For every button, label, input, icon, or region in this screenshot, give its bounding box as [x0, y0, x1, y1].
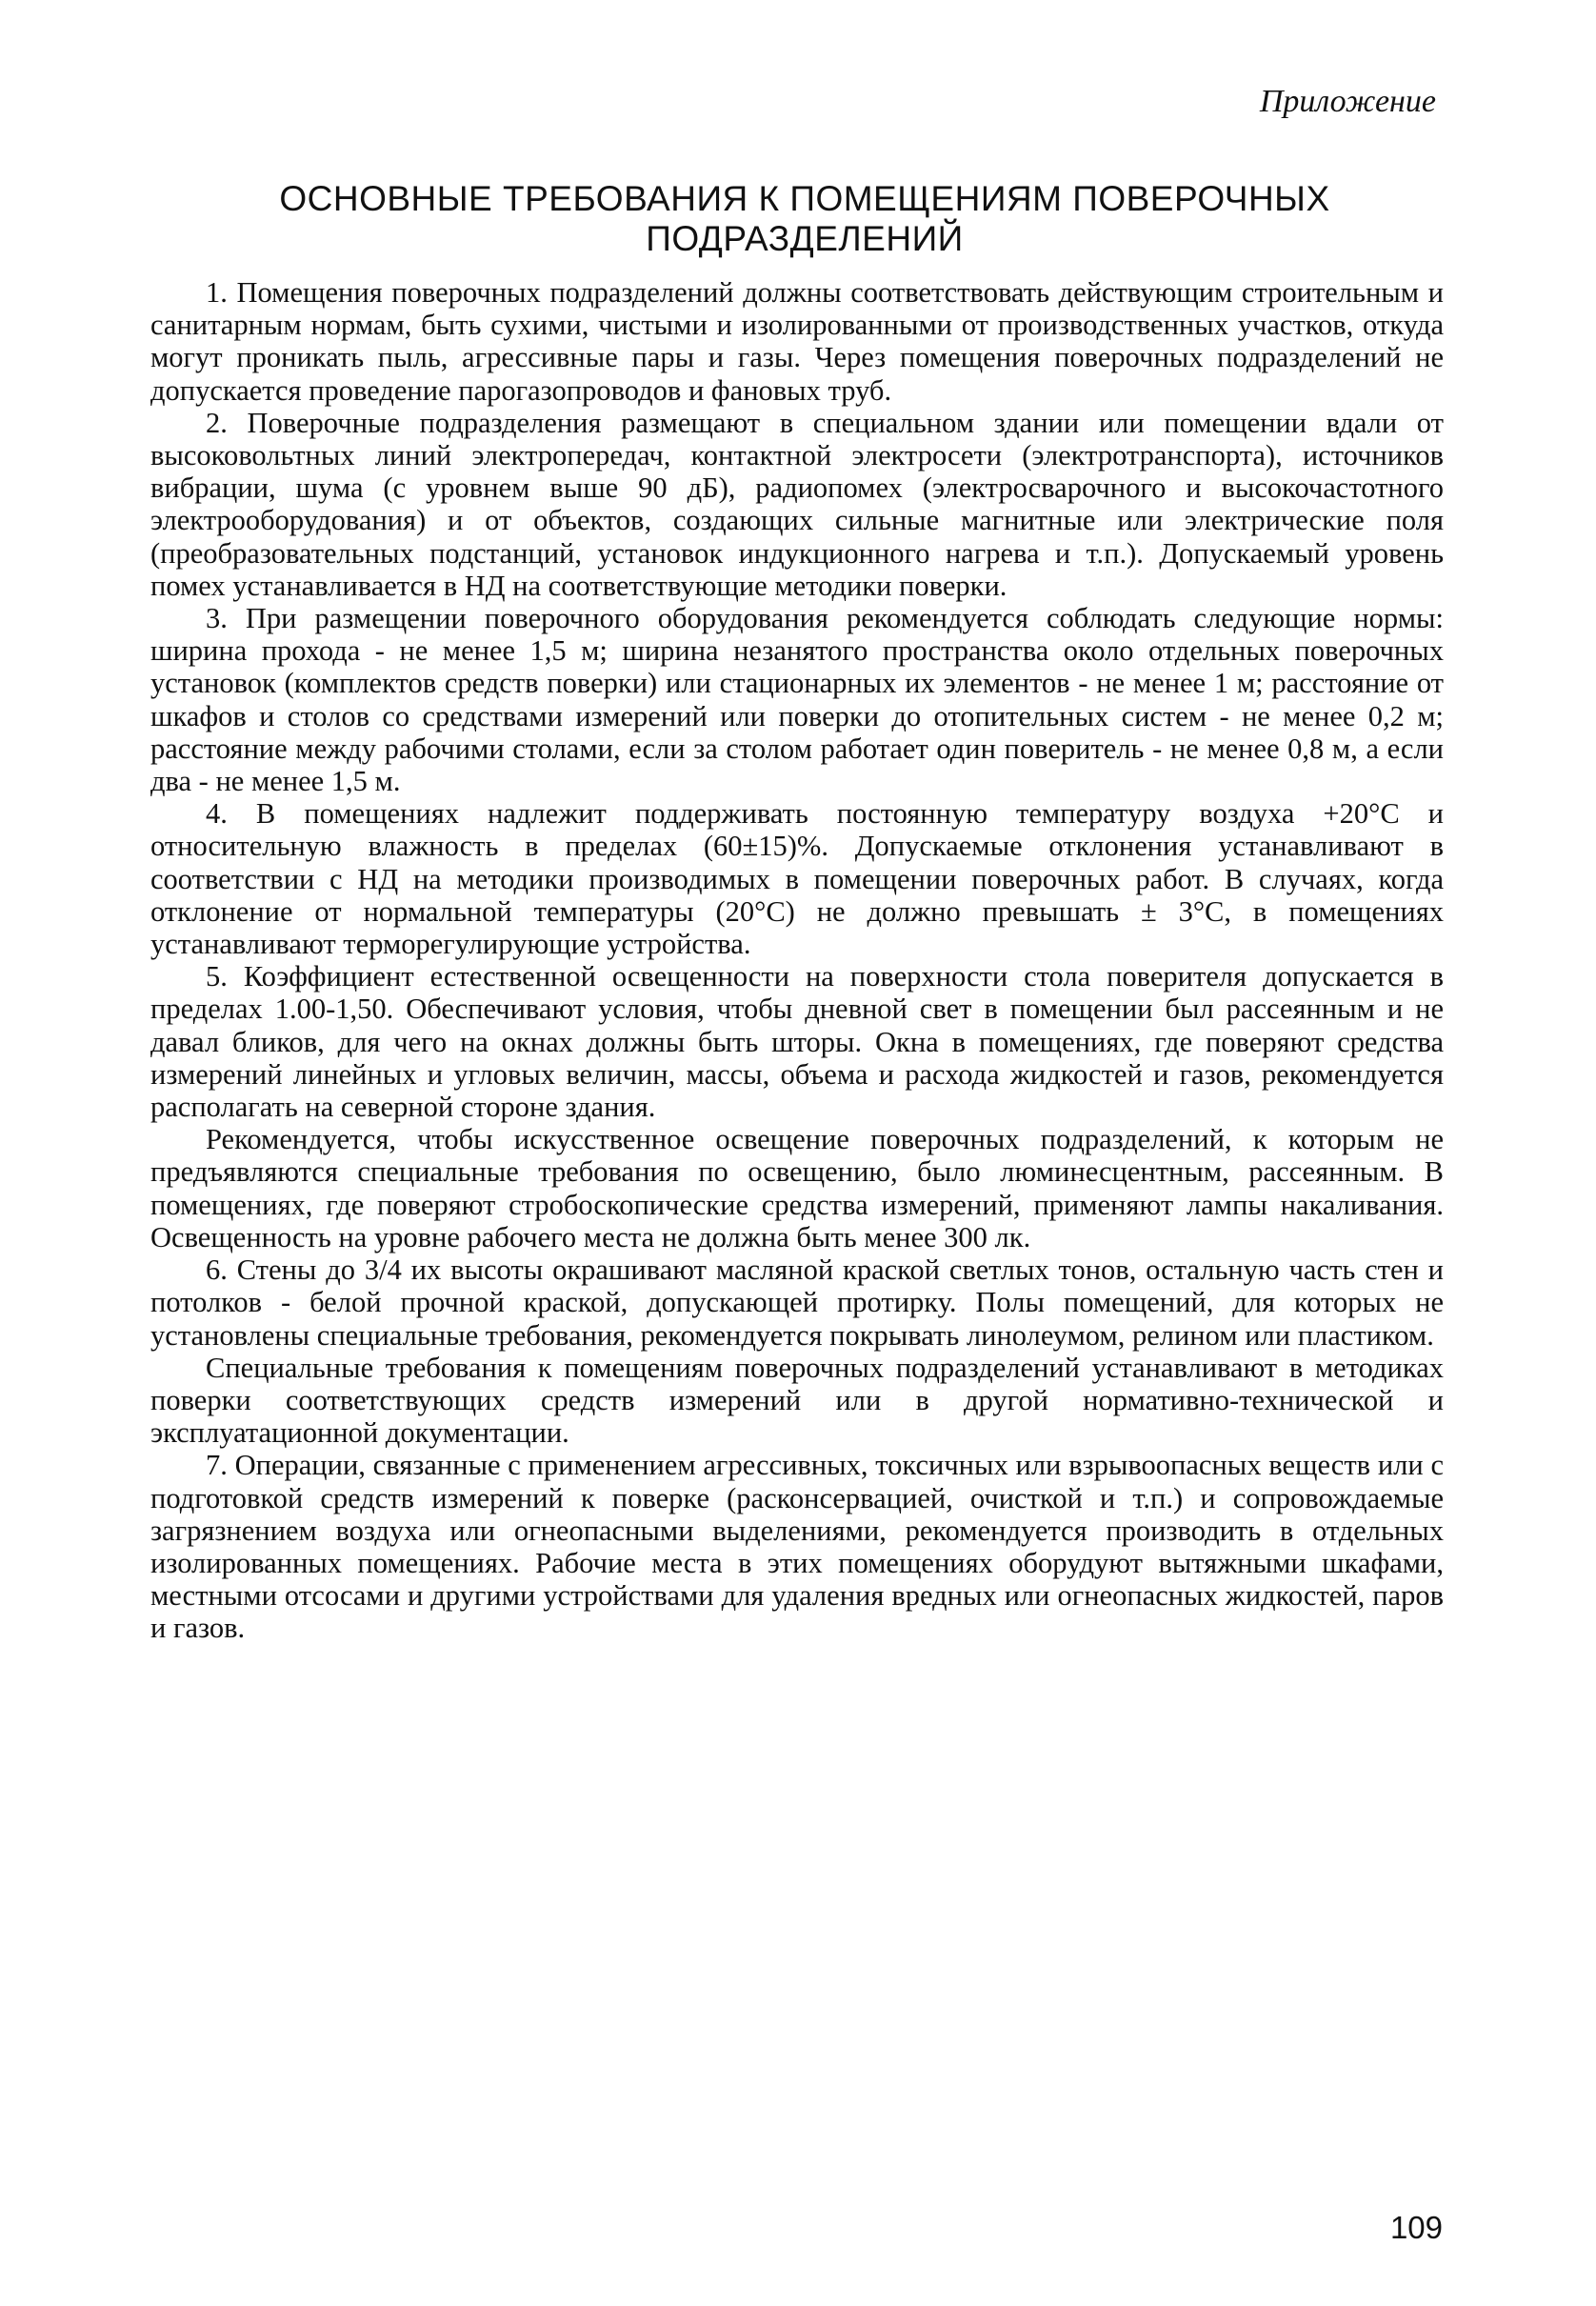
paragraph-6: 6. Стены до 3/4 их высоты окрашивают масляной краской светлых тонов, остальную часть стен и потолков - белой прочной краской, допускающей протирку. Полы помещений, для которых не установлены специальные требования, рекомендуется покрывать линолеумом, релином или пластиком. — [150, 1253, 1444, 1352]
section-label: Приложение — [1259, 84, 1436, 119]
body-text — [150, 276, 1444, 1645]
page-title: ОСНОВНЫЕ ТРЕБОВАНИЯ К ПОМЕЩЕНИЯМ ПОВЕРОЧНЫХ ПОДРАЗДЕЛЕНИЙ — [279, 179, 1330, 258]
paragraph-3: 3. При размещении поверочного оборудования рекомендуется соблюдать следующие нормы: ширина прохода - не менее 1,5 м; ширина незанятого пространства около отдельных поверочных установок (комплектов средств поверки) или стационарных их элементов - не менее 1 м; расстояние от шкафов и столов со средствами измерений или поверки до отопительных систем - не менее 0,2 м; расстояние между рабочими столами, если за столом работает один поверитель - не менее 0,8 м, а если два - не менее 1,5 м. — [150, 602, 1444, 798]
paragraph-4: 4. В помещениях надлежит поддерживать постоянную температуру воздуха +20°С и относительную влажность в пределах (60±15)%. Допускаемые отклонения устанавливают в соответствии с НД на методики производимых в помещении поверочных работ. В случаях, когда отклонение от нормальной температуры (20°С) не должно превышать ± 3°С, в помещениях устанавливают терморегулирующие устройства. — [150, 797, 1444, 961]
paragraph-1: 1. Помещения поверочных подразделений должны соответствовать действующим строительным и санитарным нормам, быть сухими, чистыми и изолированными от производственных участков, откуда могут проникать пыль, агрессивные пары и газы. Через помещения поверочных подразделений не допускается проведение парогазопроводов и фановых труб. — [150, 276, 1444, 407]
page-number: 109 — [1389, 2210, 1443, 2245]
paragraph-6-special: Специальные требования к помещениям поверочных подразделений устанавливают в методиках поверки соответствующих средств измерений или в другой нормативно-технической и эксплуатационной документации. — [150, 1351, 1444, 1450]
paragraph-5-lighting: Рекомендуется, чтобы искусственное освещение поверочных подразделений, к которым не предъявляются специальные требования по освещению, было люминесцентным, рассеянным. В помещениях, где поверяют стробоскопические средства измерений, применяют лампы накаливания. Освещенность на уровне рабочего места не должна быть менее 300 лк. — [150, 1123, 1444, 1253]
paragraph-7: 7. Операции, связанные с применением агрессивных, токсичных или взрывоопасных веществ или с подготовкой средств измерений к поверке (расконсервацией, очисткой и т.п.) и сопровождаемые загрязнением воздуха или огнеопасными выделениями, рекомендуется производить в отдельных изолированных помещениях. Рабочие места в этих помещениях оборудуют вытяжными шкафами, местными отсосами и другими устройствами для удаления вредных или огнеопасных жидкостей, паров и газов. — [150, 1449, 1444, 1645]
paragraph-5: 5. Коэффициент естественной освещенности на поверхности стола поверителя допускается в пределах 1.00-1,50. Обеспечивают условия, чтобы дневной свет в помещении был рассеянным и не давал бликов, для чего на окнах должны быть шторы. Окна в помещениях, где поверяют средства измерений линейных и угловых величин, массы, объема и расхода жидкостей и газов, рекомендуется располагать на северной стороне здания. — [150, 960, 1444, 1124]
paragraph-2: 2. Поверочные подразделения размещают в специальном здании или помещении вдали от высоковольтных линий электропередач, контактной электросети (электротранспорта), источников вибрации, шума (с уровнем выше 90 дБ), радиопомех (электросварочного и высокочастотного электрооборудования) и от объектов, создающих сильные магнитные или электрические поля (преобразовательных подстанций, установок индукционного нагрева и т.п.). Допускаемый уровень помех устанавливается в НД на соответствующие методики поверки. — [150, 406, 1444, 602]
